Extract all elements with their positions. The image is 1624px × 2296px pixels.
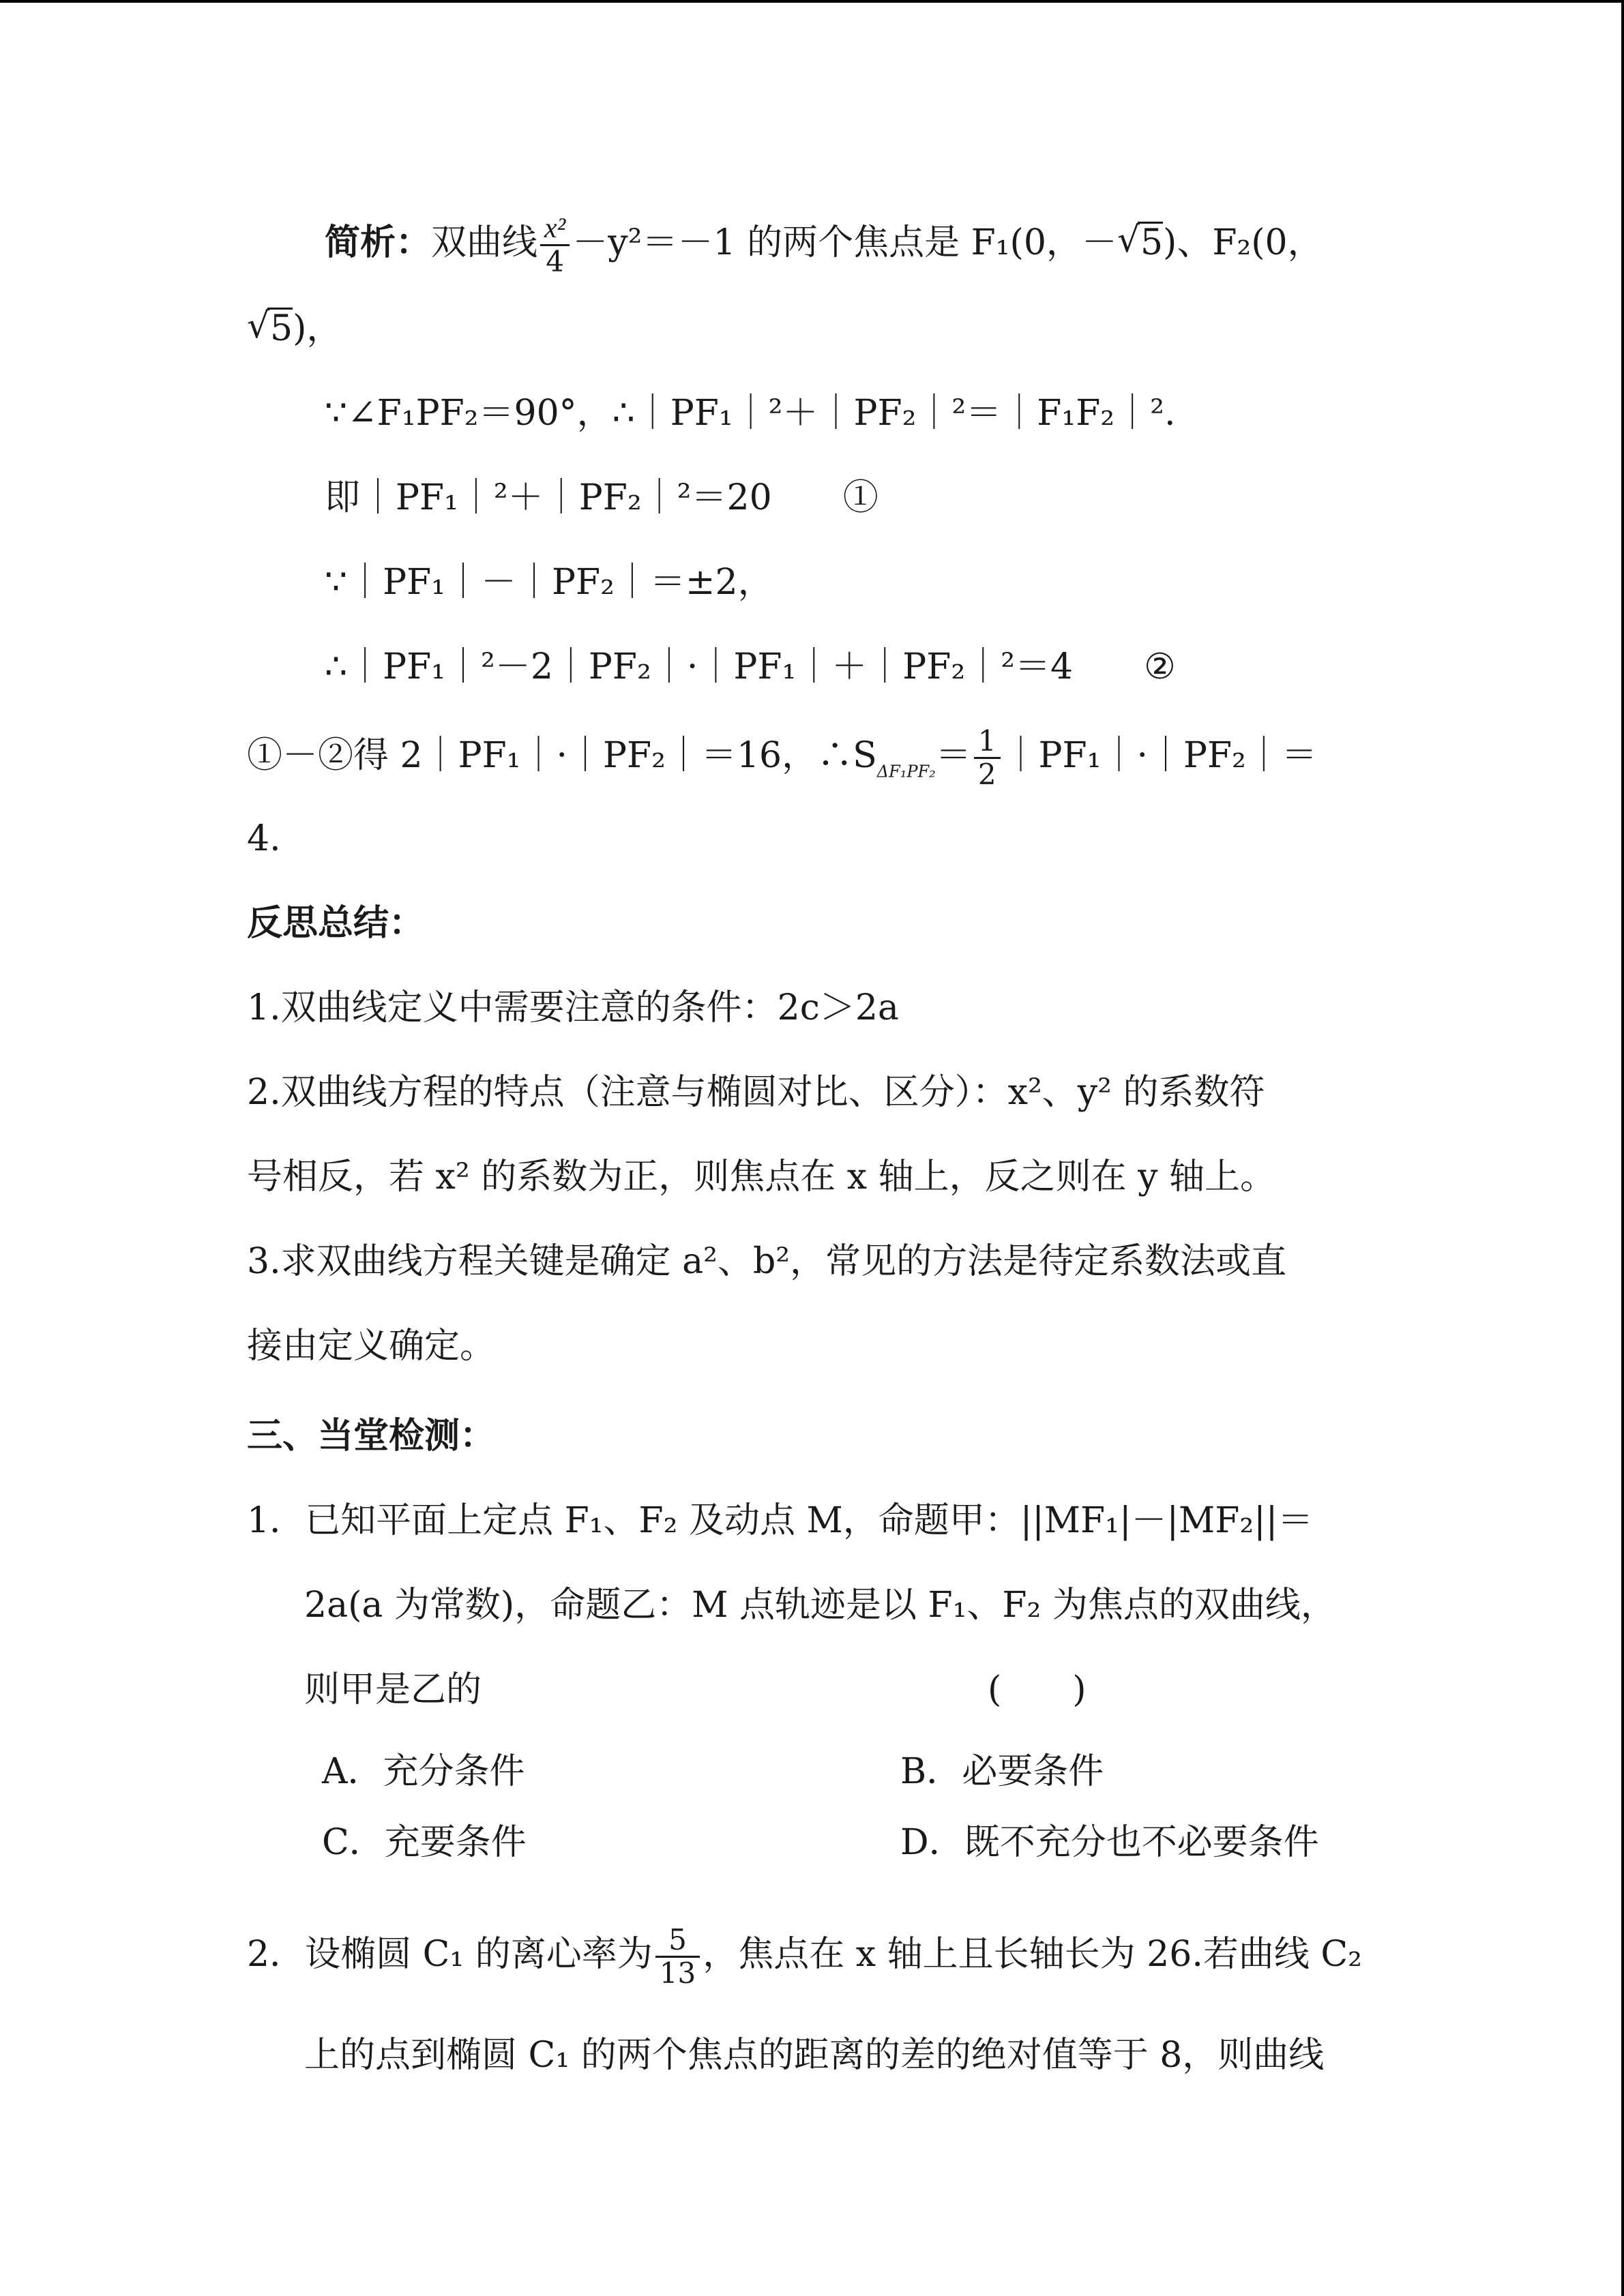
reflection-point-1: 1.双曲线定义中需要注意的条件：2c＞2a: [247, 987, 899, 1028]
question-1-answer-blank: ( ): [988, 1669, 1087, 1710]
analysis-line-8: 4.: [247, 818, 281, 859]
analysis-line-7: [247, 726, 1317, 794]
analysis-line-1: [325, 213, 1323, 278]
analysis-l7-b: ｜PF₁｜·｜PF₂｜＝: [1003, 735, 1317, 776]
question-2-b: ，焦点在 x 轴上且长轴长为 26.若曲线 C₂: [703, 1934, 1363, 1975]
fraction-denominator: 2: [977, 758, 996, 791]
analysis-l7-eq: ＝: [935, 735, 971, 776]
reflection-point-2-line-1: 2.双曲线方程的特点（注意与椭圆对比、区分）：x²、y² 的系数符: [247, 1072, 1265, 1113]
sqrt-5: √ 5: [267, 308, 293, 348]
fraction-numerator: 5: [655, 1924, 700, 1958]
question-1-line-2: 2a(a 为常数)，命题乙：M 点轨迹是以 F₁、F₂ 为焦点的双曲线，: [304, 1585, 1336, 1626]
analysis-l7-a: ①－②得 2｜PF₁｜·｜PF₂｜＝16，∴S: [247, 735, 877, 776]
question-1-line-1: 1．已知平面上定点 F₁、F₂ 及动点 M，命题甲：||MF₁|－|MF₂||＝: [247, 1500, 1314, 1541]
choice-c: C．充要条件: [322, 1822, 527, 1863]
analysis-line-3: ∵∠F₁PF₂＝90°，∴｜PF₁｜²＋｜PF₂｜²＝｜F₁F₂｜².: [325, 393, 1176, 434]
question-2-a: 2．设椭圆 C₁ 的离心率为: [247, 1934, 653, 1975]
fraction-numerator: 1: [974, 726, 1001, 759]
fraction-denominator: 4: [546, 245, 565, 278]
choice-a: A．充分条件: [322, 1751, 525, 1792]
analysis-line-4: 即｜PF₁｜²＋｜PF₂｜²＝20 ①: [325, 477, 879, 518]
question-1-line-3: 则甲是乙的: [304, 1669, 482, 1710]
test-heading: 三、当堂检测：: [247, 1415, 496, 1457]
question-2-line-1: [247, 1924, 1362, 1989]
analysis-l1-c: )、F₂(0，: [1163, 222, 1323, 263]
reflection-heading: 反思总结：: [247, 902, 425, 944]
choice-b: B．必要条件: [900, 1751, 1104, 1792]
hyperbola-x2-over-4-fraction: [540, 213, 570, 278]
analysis-l1-a: 双曲线: [431, 222, 538, 263]
fraction-denominator: 13: [659, 1956, 696, 1990]
sqrt-5: √ 5: [1138, 222, 1163, 262]
reflection-point-2-line-2: 号相反，若 x² 的系数为正，则焦点在 x 轴上，反之则在 y 轴上。: [247, 1157, 1276, 1197]
choice-d: D．既不充分也不必要条件: [900, 1822, 1319, 1863]
reflection-point-3-line-2: 接由定义确定。: [247, 1326, 496, 1367]
analysis-line-2: [247, 305, 342, 352]
triangle-subscript: ΔF₁PF₂: [876, 762, 936, 781]
one-half-fraction: [974, 726, 1001, 790]
analysis-line-5: ∵｜PF₁｜－｜PF₂｜＝±2，: [325, 562, 773, 603]
analysis-label: 简析：: [325, 222, 432, 263]
fraction-numerator: x²: [540, 213, 570, 246]
reflection-point-3-line-1: 3.求双曲线方程关键是确定 a²、b²，常见的方法是待定系数法或直: [247, 1241, 1287, 1282]
eccentricity-fraction: [655, 1924, 700, 1989]
analysis-l2-tail: )，: [293, 308, 342, 349]
question-2-line-2: 上的点到椭圆 C₁ 的两个焦点的距离的差的绝对值等于 8，则曲线: [304, 2035, 1325, 2076]
analysis-l1-b: －y²＝－1 的两个焦点是 F₁(0，－: [572, 222, 1117, 263]
analysis-line-6: ∴｜PF₁｜²－2｜PF₂｜·｜PF₁｜＋｜PF₂｜²＝4 ②: [325, 646, 1176, 687]
